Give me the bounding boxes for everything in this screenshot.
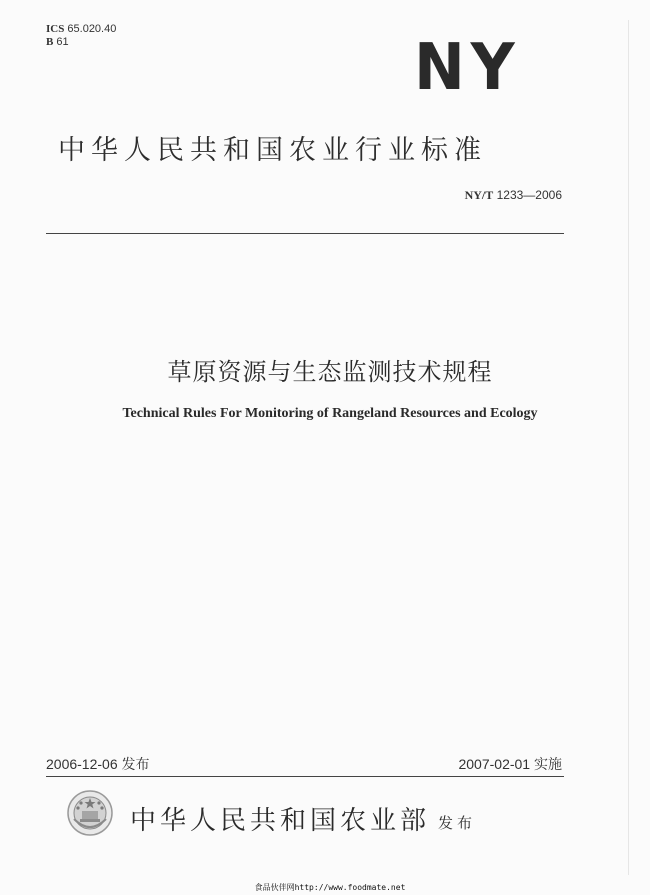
footer-watermark: 食品伙伴网http://www.foodmate.net xyxy=(254,883,406,892)
ics-code-line xyxy=(46,23,116,36)
national-emblem-icon xyxy=(66,789,114,837)
standard-category-title: 中华人民共和国农业行业标准 xyxy=(58,135,487,166)
class-code-line xyxy=(46,36,116,49)
publisher-action: 发布 xyxy=(438,814,477,832)
issue-date-value: 2006-12-06 xyxy=(46,756,118,772)
classification-codes xyxy=(46,23,116,49)
effective-date xyxy=(458,754,562,774)
class-label: B xyxy=(46,36,54,48)
bottom-divider xyxy=(46,776,564,777)
top-divider xyxy=(46,233,564,234)
document-title-cn: 草原资源与生态监测技术规程 xyxy=(167,358,493,386)
standard-number-prefix: NY/T xyxy=(464,188,494,202)
page-edge-shadow xyxy=(628,20,629,875)
issue-date-label: 发布 xyxy=(121,757,150,773)
ny-logo: NY xyxy=(414,31,521,105)
publisher-name: 中华人民共和国农业部 xyxy=(130,806,431,836)
ics-code: 65.020.40 xyxy=(67,23,117,35)
class-code: 61 xyxy=(56,36,69,48)
effective-date-value: 2007-02-01 xyxy=(458,756,531,772)
standard-number xyxy=(465,188,562,203)
document-title-en: Technical Rules For Monitoring of Rangeland Resources and Ecology xyxy=(122,406,538,421)
effective-date-label: 实施 xyxy=(534,757,562,773)
issue-date xyxy=(46,754,150,774)
standard-number-value: 1233—2006 xyxy=(496,188,562,202)
ics-label: ICS xyxy=(46,23,65,35)
